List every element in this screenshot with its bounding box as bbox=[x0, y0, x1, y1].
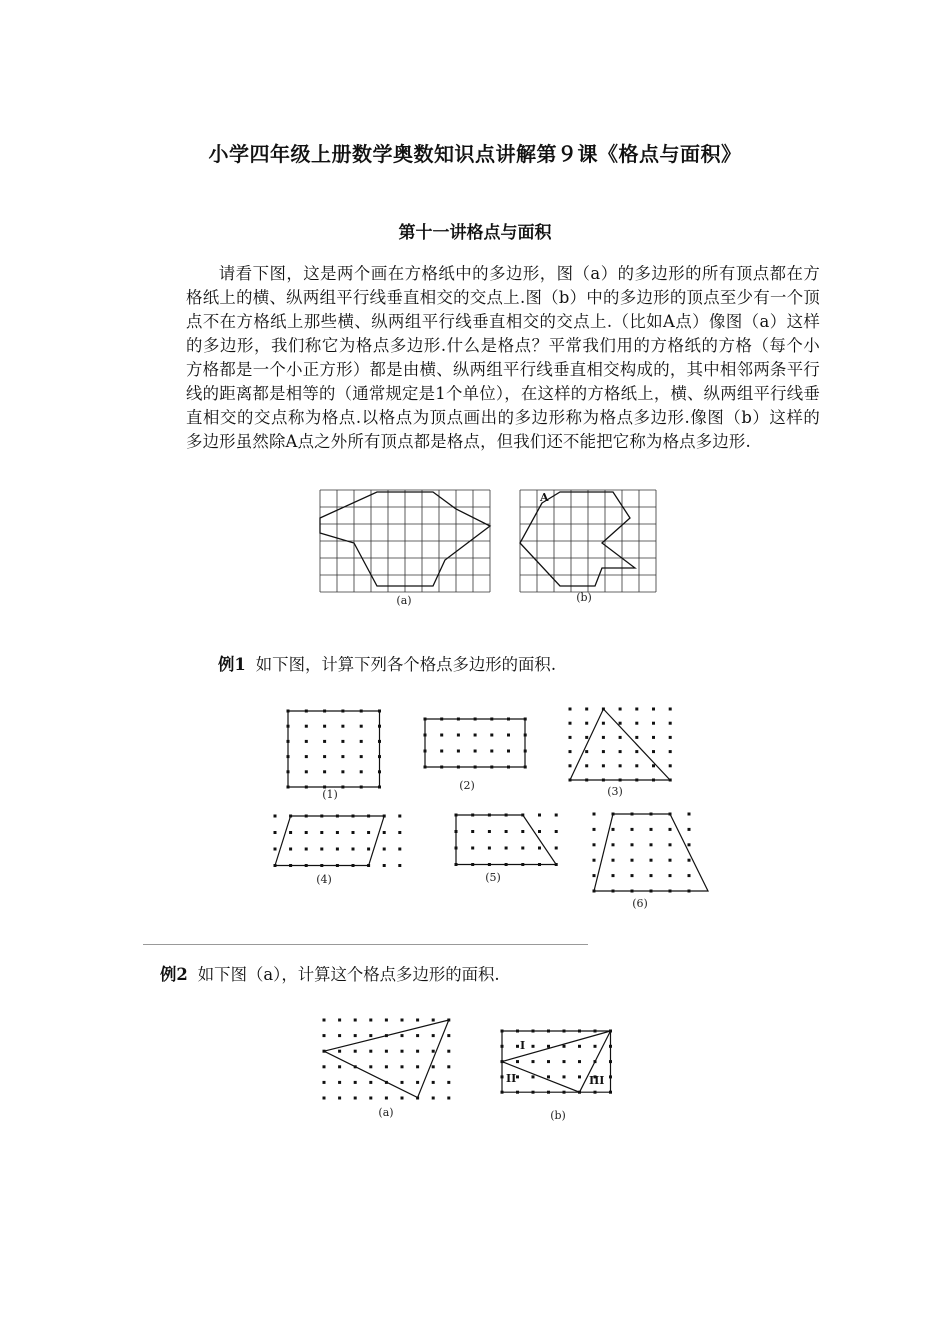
lattice-dot bbox=[669, 764, 672, 767]
lattice-dot bbox=[354, 1081, 357, 1084]
lattice-dot bbox=[650, 859, 653, 862]
lattice-dot bbox=[447, 1097, 450, 1100]
lattice-dot bbox=[652, 736, 655, 739]
lattice-dot bbox=[398, 831, 401, 834]
lattice-dot bbox=[440, 750, 443, 753]
lattice-dot bbox=[619, 736, 622, 739]
lattice-dot bbox=[338, 1097, 341, 1100]
lattice-dot bbox=[305, 725, 308, 728]
lattice-dot bbox=[490, 750, 493, 753]
example1-figure-2 bbox=[423, 716, 529, 796]
lattice-dot bbox=[650, 874, 653, 877]
dot-grid-ex2a bbox=[323, 1019, 451, 1100]
rectangle-polygon-1 bbox=[288, 711, 380, 787]
lattice-dot bbox=[688, 828, 691, 831]
lattice-dot bbox=[305, 848, 308, 851]
caption-ex2a: (a) bbox=[378, 1106, 394, 1119]
lattice-dot bbox=[555, 847, 558, 850]
lattice-dot bbox=[635, 750, 638, 753]
lattice-dot bbox=[569, 736, 572, 739]
caption-4: (4) bbox=[316, 873, 332, 886]
lattice-dot bbox=[432, 1050, 435, 1053]
lattice-dot bbox=[593, 813, 596, 816]
lattice-dot bbox=[602, 764, 605, 767]
lattice-dot bbox=[369, 1034, 372, 1037]
lattice-dot bbox=[385, 1019, 388, 1022]
lattice-dot bbox=[650, 828, 653, 831]
lattice-dot bbox=[360, 725, 363, 728]
lattice-dot bbox=[323, 1081, 326, 1084]
lattice-dot bbox=[547, 1045, 550, 1048]
lattice-dot bbox=[602, 736, 605, 739]
lattice-dot bbox=[612, 843, 615, 846]
lattice-dot bbox=[635, 722, 638, 725]
lattice-dot bbox=[532, 1045, 535, 1048]
lattice-dot bbox=[669, 722, 672, 725]
lattice-dot bbox=[490, 734, 493, 737]
lattice-dot bbox=[516, 1075, 519, 1078]
lattice-dot bbox=[360, 740, 363, 743]
lattice-dot bbox=[688, 859, 691, 862]
lattice-dot bbox=[585, 708, 588, 711]
lattice-dot bbox=[338, 1081, 341, 1084]
lattice-dot bbox=[619, 708, 622, 711]
lattice-dot bbox=[323, 755, 326, 758]
lattice-dot bbox=[474, 734, 477, 737]
lattice-dot bbox=[505, 830, 508, 833]
lattice-dot bbox=[532, 1075, 535, 1078]
caption-ex2b: (b) bbox=[550, 1109, 566, 1122]
example1-figure-5 bbox=[454, 812, 560, 888]
lattice-dot bbox=[538, 847, 541, 850]
lattice-dot bbox=[320, 848, 323, 851]
lattice-dot bbox=[602, 722, 605, 725]
lattice-dot bbox=[416, 1019, 419, 1022]
lattice-dot bbox=[401, 1034, 404, 1037]
lattice-dot bbox=[612, 874, 615, 877]
lattice-dot bbox=[398, 815, 401, 818]
lattice-dot bbox=[401, 1019, 404, 1022]
dot-grid-3 bbox=[569, 708, 672, 782]
lattice-dot bbox=[585, 764, 588, 767]
lattice-dot bbox=[336, 831, 339, 834]
lattice-dot bbox=[594, 1045, 597, 1048]
lattice-dot bbox=[457, 734, 460, 737]
lattice-dot bbox=[398, 864, 401, 867]
lattice-dot bbox=[457, 750, 460, 753]
dot-grid-2 bbox=[424, 718, 527, 769]
lattice-dot bbox=[320, 831, 323, 834]
example1-figure-4 bbox=[273, 813, 403, 891]
lattice-dot bbox=[471, 830, 474, 833]
section-title: 第十一讲格点与面积 bbox=[398, 223, 552, 243]
lattice-dot bbox=[521, 830, 524, 833]
lattice-dot bbox=[289, 831, 292, 834]
lattice-dot bbox=[447, 1081, 450, 1084]
lattice-dot bbox=[447, 1034, 450, 1037]
dot-grid-5 bbox=[455, 814, 558, 867]
lattice-dot bbox=[367, 831, 370, 834]
lattice-dot bbox=[547, 1075, 550, 1078]
intro-paragraph: 请看下图，这是两个画在方格纸中的多边形，图（a）的多边形的所有顶点都在方格纸上的横、纵两组平行线垂直相交的交点上.图（b）中的多边形的顶点至少有一个顶点不在方格纸上那些横、纵两组平行线垂直相交的交点上.（比如A点）像图（a）这样的多边形，我们称它为格点多边形.什么是格点？平常我们用的方格纸的方格（每个小方格都是一个小正方形）都是由横、纵两组平行线垂直相交构成的，其中相邻两条平行线的距离都是相等的（通常规定是1个单位），在这样的方格纸上，横、纵两组平行线垂直相交的交点称为格点.以格点为顶点画出的多边形称为格点多边形.像图（b）这样的多边形虽然除A点之外所有顶点都是格点，但我们还不能把它称为格点多边形. bbox=[186, 264, 820, 451]
lattice-dot bbox=[612, 828, 615, 831]
example1-figure-1 bbox=[286, 708, 386, 801]
lattice-dot bbox=[323, 740, 326, 743]
lattice-dot bbox=[432, 1034, 435, 1037]
lattice-dot bbox=[635, 708, 638, 711]
grid-figure-b bbox=[518, 488, 660, 613]
lattice-dot bbox=[432, 1019, 435, 1022]
lattice-dot bbox=[401, 1097, 404, 1100]
lattice-dot bbox=[669, 843, 672, 846]
lattice-dot bbox=[474, 750, 477, 753]
lattice-dot bbox=[516, 1060, 519, 1063]
lattice-dot bbox=[669, 859, 672, 862]
example-2-text: 如下图（a），计算这个格点多边形的面积. bbox=[197, 965, 500, 984]
lattice-dot bbox=[532, 1060, 535, 1063]
lattice-dot bbox=[383, 848, 386, 851]
example-1-prompt bbox=[218, 651, 556, 675]
lattice-dot bbox=[305, 755, 308, 758]
lattice-dot bbox=[521, 847, 524, 850]
lattice-dot bbox=[274, 815, 277, 818]
region-label-1: I bbox=[520, 1039, 526, 1052]
example-1-text: 如下图，计算下列各个格点多边形的面积. bbox=[255, 655, 557, 674]
lattice-dot bbox=[360, 755, 363, 758]
parallelogram-polygon-4 bbox=[275, 816, 384, 866]
lattice-dot bbox=[505, 847, 508, 850]
lattice-dot bbox=[569, 708, 572, 711]
lattice-dot bbox=[369, 1050, 372, 1053]
lattice-dot bbox=[569, 722, 572, 725]
lattice-dot bbox=[338, 1065, 341, 1068]
lattice-dot bbox=[669, 750, 672, 753]
lattice-dot bbox=[274, 848, 277, 851]
lattice-dot bbox=[585, 736, 588, 739]
caption-3: (3) bbox=[607, 785, 623, 798]
triangle-polygon-3 bbox=[570, 709, 670, 780]
grid-figure-a bbox=[318, 488, 498, 613]
lattice-dot bbox=[652, 764, 655, 767]
lattice-dot bbox=[323, 1019, 326, 1022]
lattice-dot bbox=[635, 764, 638, 767]
lattice-dot bbox=[354, 1019, 357, 1022]
caption-1: (1) bbox=[322, 788, 338, 801]
lattice-dot bbox=[416, 1065, 419, 1068]
lattice-dot bbox=[488, 830, 491, 833]
lattice-dot bbox=[507, 734, 510, 737]
lattice-dot bbox=[369, 1065, 372, 1068]
lattice-dot bbox=[383, 864, 386, 867]
lattice-dot bbox=[619, 764, 622, 767]
lattice-dot bbox=[323, 1034, 326, 1037]
section-divider bbox=[143, 944, 588, 945]
lattice-dot bbox=[416, 1050, 419, 1053]
lattice-dot bbox=[488, 847, 491, 850]
lattice-dot bbox=[688, 813, 691, 816]
lattice-dot bbox=[669, 828, 672, 831]
lattice-dot bbox=[555, 830, 558, 833]
lattice-dot bbox=[352, 831, 355, 834]
lattice-dot bbox=[555, 814, 558, 817]
lattice-dot bbox=[432, 1081, 435, 1084]
lattice-dot bbox=[563, 1075, 566, 1078]
lattice-dot bbox=[538, 814, 541, 817]
lattice-dot bbox=[593, 874, 596, 877]
lattice-dot bbox=[341, 770, 344, 773]
lattice-dot bbox=[274, 831, 277, 834]
lattice-dot bbox=[369, 1019, 372, 1022]
lattice-dot bbox=[338, 1050, 341, 1053]
lattice-dot bbox=[516, 1045, 519, 1048]
lattice-dot bbox=[593, 843, 596, 846]
lattice-dot bbox=[354, 1097, 357, 1100]
lattice-dot bbox=[578, 1060, 581, 1063]
example-2-label: 例2 bbox=[160, 965, 188, 984]
region-label-2: II bbox=[506, 1072, 517, 1085]
lattice-dot bbox=[652, 750, 655, 753]
triangle-polygon-ex2a bbox=[324, 1020, 449, 1098]
lattice-dot bbox=[447, 1050, 450, 1053]
example2-figure-b bbox=[498, 1027, 622, 1125]
example2-figure-a bbox=[322, 1018, 457, 1123]
point-a-label: A bbox=[540, 491, 549, 504]
example-2-prompt bbox=[160, 961, 500, 985]
lattice-dot bbox=[631, 843, 634, 846]
lattice-dot bbox=[578, 1045, 581, 1048]
caption-2: (2) bbox=[459, 779, 475, 792]
lattice-dot bbox=[383, 831, 386, 834]
lattice-dot bbox=[563, 1060, 566, 1063]
lattice-dot bbox=[401, 1081, 404, 1084]
caption-5: (5) bbox=[485, 871, 501, 884]
example1-figure-6 bbox=[592, 812, 710, 910]
lattice-dot bbox=[323, 1065, 326, 1068]
lattice-dot bbox=[612, 859, 615, 862]
lattice-dot bbox=[635, 736, 638, 739]
lattice-dot bbox=[447, 1065, 450, 1068]
lattice-dot bbox=[650, 843, 653, 846]
lattice-dot bbox=[354, 1034, 357, 1037]
lattice-dot bbox=[305, 770, 308, 773]
lattice-dot bbox=[401, 1065, 404, 1068]
lattice-dot bbox=[432, 1065, 435, 1068]
lattice-dot bbox=[569, 764, 572, 767]
lattice-dot bbox=[593, 828, 596, 831]
lattice-dot bbox=[416, 1081, 419, 1084]
caption-6: (6) bbox=[632, 897, 648, 910]
lattice-dot bbox=[385, 1065, 388, 1068]
lattice-dot bbox=[432, 1097, 435, 1100]
lattice-dot bbox=[289, 848, 292, 851]
document-title: 小学四年级上册数学奥数知识点讲解第９课《格点与面积》 bbox=[208, 142, 742, 166]
lattice-dot bbox=[593, 859, 596, 862]
lattice-dot bbox=[360, 770, 363, 773]
lattice-dot bbox=[631, 828, 634, 831]
lattice-dot bbox=[385, 1097, 388, 1100]
lattice-dot bbox=[352, 848, 355, 851]
lattice-dot bbox=[369, 1097, 372, 1100]
lattice-dot bbox=[471, 847, 474, 850]
lattice-dot bbox=[631, 874, 634, 877]
region-label-3: III bbox=[589, 1074, 605, 1087]
example-1-label: 例1 bbox=[218, 655, 246, 674]
lattice-dot bbox=[538, 830, 541, 833]
lattice-dot bbox=[602, 750, 605, 753]
lattice-dot bbox=[323, 770, 326, 773]
lattice-dot bbox=[569, 750, 572, 753]
lattice-dot bbox=[323, 725, 326, 728]
lattice-dot bbox=[669, 708, 672, 711]
trapezoid-polygon-6 bbox=[594, 814, 708, 891]
lattice-dot bbox=[369, 1081, 372, 1084]
lattice-dot bbox=[669, 736, 672, 739]
lattice-dot bbox=[336, 848, 339, 851]
lattice-dot bbox=[585, 750, 588, 753]
lattice-dot bbox=[619, 722, 622, 725]
dot-grid-1 bbox=[287, 710, 382, 789]
lattice-dot bbox=[507, 750, 510, 753]
lattice-dot bbox=[631, 859, 634, 862]
caption-b: (b) bbox=[576, 591, 592, 604]
lattice-dot bbox=[341, 755, 344, 758]
lattice-dot bbox=[401, 1050, 404, 1053]
lattice-dot bbox=[323, 1097, 326, 1100]
lattice-dot bbox=[688, 843, 691, 846]
lattice-dot bbox=[341, 725, 344, 728]
lattice-dot bbox=[578, 1075, 581, 1078]
lattice-dot bbox=[563, 1045, 566, 1048]
lattice-dot bbox=[652, 708, 655, 711]
lattice-dot bbox=[341, 740, 344, 743]
lattice-dot bbox=[619, 750, 622, 753]
lattice-dot bbox=[652, 722, 655, 725]
lattice-dot bbox=[669, 874, 672, 877]
caption-a: (a) bbox=[396, 594, 412, 607]
lattice-dot bbox=[367, 848, 370, 851]
rectangle-polygon-2 bbox=[425, 719, 525, 767]
example1-figure-3 bbox=[568, 707, 674, 802]
lattice-dot bbox=[398, 848, 401, 851]
lattice-dot bbox=[440, 734, 443, 737]
lattice-dot bbox=[338, 1034, 341, 1037]
lattice-dot bbox=[547, 1060, 550, 1063]
lattice-dot bbox=[416, 1034, 419, 1037]
lattice-dot bbox=[305, 831, 308, 834]
lattice-dot bbox=[305, 740, 308, 743]
trapezoid-polygon-5 bbox=[456, 815, 556, 865]
lattice-dot bbox=[385, 1050, 388, 1053]
lattice-dot bbox=[338, 1019, 341, 1022]
lattice-dot bbox=[585, 722, 588, 725]
lattice-dot bbox=[688, 874, 691, 877]
lattice-dot bbox=[354, 1050, 357, 1053]
